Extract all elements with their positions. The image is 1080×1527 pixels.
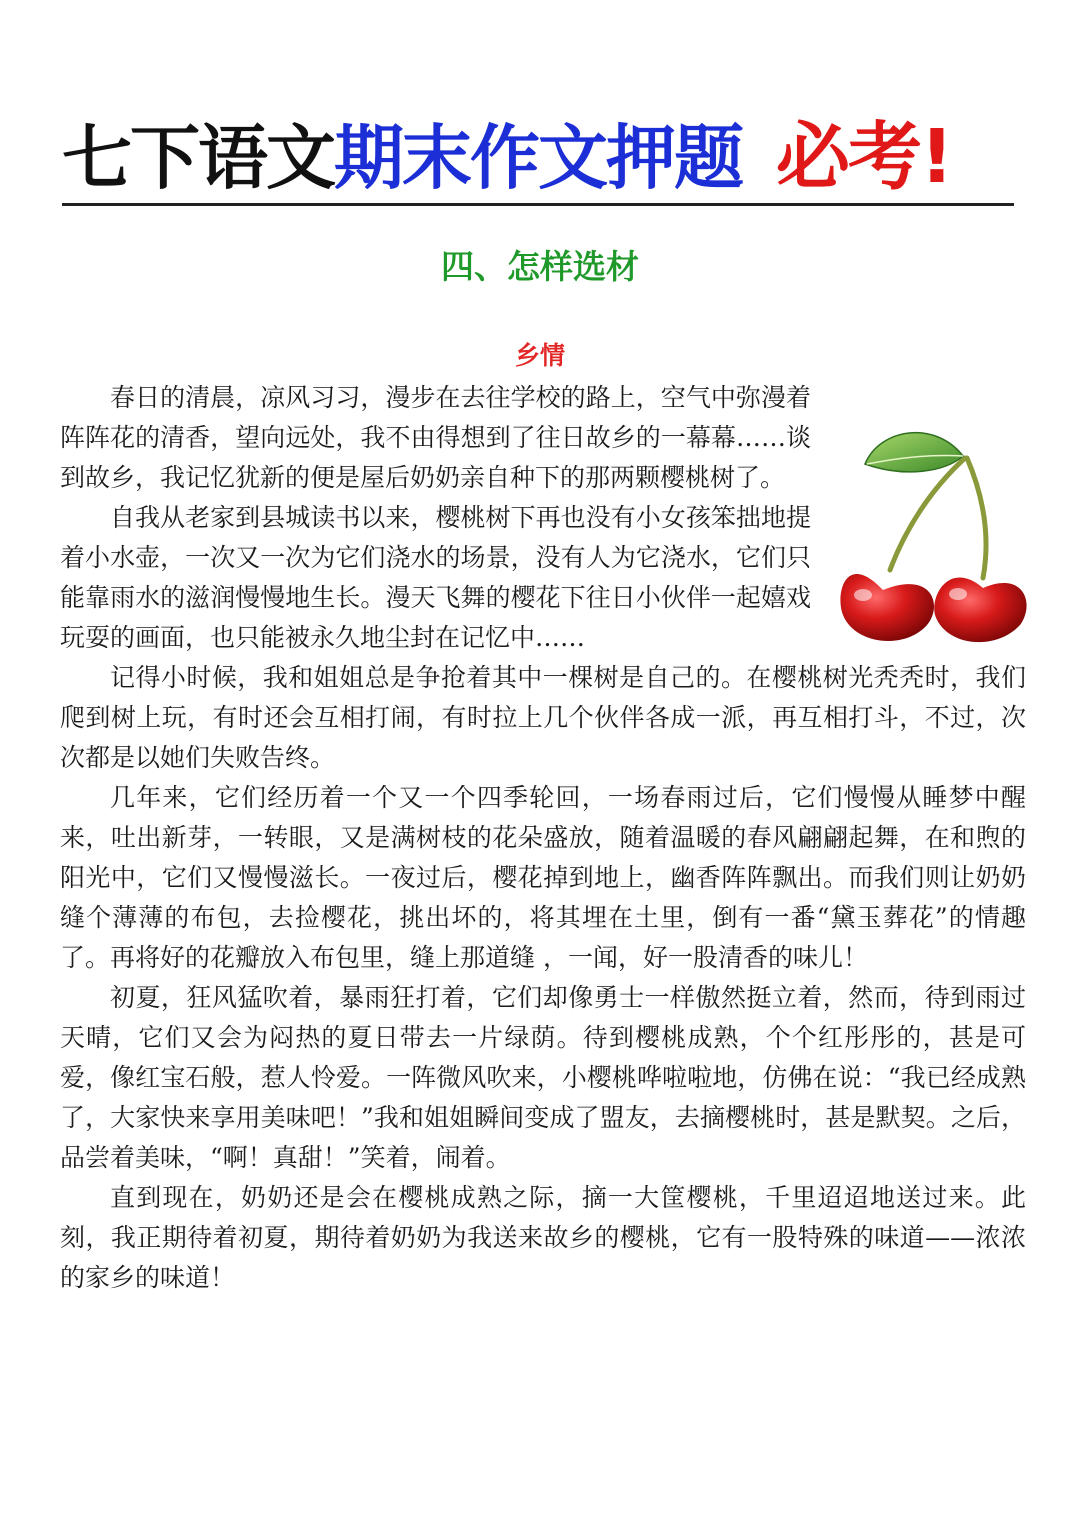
page-title: [62, 112, 1022, 203]
title-part-must: 必考!: [776, 114, 952, 200]
essay-paragraph: 直到现在，奶奶还是会在樱桃成熟之际，摘一大筐樱桃，千里迢迢地送过来。此刻，我正期待着初夏，期待着奶奶为我送来故乡的樱桃，它有一股特殊的味道——浓浓的家乡的味道！: [60, 1183, 1026, 1292]
essay-paragraph: 记得小时候，我和姐姐总是争抢着其中一棵树是自己的。在樱桃树光秃秃时，我们爬到树上玩，有时还会互相打闹，有时拉上几个伙伴各成一派，再互相打斗，不过，次次都是以她们失败告终。: [60, 663, 1026, 772]
title-part-topic: 期末作文押题: [334, 117, 742, 199]
essay-paragraph: 自我从老家到县城读书以来，樱桃树下再也没有小女孩笨拙地提着小水壶，一次又一次为它们浇水的场景，没有人为它浇水，它们只能靠雨水的滋润慢慢地生长。漫天飞舞的樱花下往日小伙伴一起嬉戏玩耍的画面，也只能被永久地尘封在记忆中……: [60, 503, 811, 652]
title-part-grade: 七下语文: [62, 117, 334, 199]
cherry-icon: [835, 420, 1035, 650]
title-divider: [62, 203, 1014, 206]
section-heading: 四、怎样选材: [441, 247, 639, 286]
essay-paragraph: 几年来，它们经历着一个又一个四季轮回，一场春雨过后，它们慢慢从睡梦中醒来，吐出新芽，一转眼，又是满树枝的花朵盛放，随着温暖的春风翩翩起舞，在和煦的阳光中，它们又慢慢滋长。一夜过后，樱花掉到地上，幽香阵阵飘出。而我们则让奶奶缝个薄薄的布包，去捡樱花，挑出坏的，将其埋在土里，倒有一番“黛玉葬花”的情趣了。再将好的花瓣放入布包里，缝上那道缝 ，一闻，好一股清香的味儿！: [60, 783, 1026, 972]
essay-paragraph: 春日的清晨，凉风习习，漫步在去往学校的路上，空气中弥漫着阵阵花的清香，望向远处，我不由得想到了往日故乡的一幕幕……谈到故乡，我记忆犹新的便是屋后奶奶亲自种下的那两颗樱桃树了。: [60, 383, 811, 492]
essay-paragraph: 初夏，狂风猛吹着，暴雨狂打着，它们却像勇士一样傲然挺立着，然而，待到雨过天晴，它们又会为闷热的夏日带去一片绿荫。待到樱桃成熟，个个红彤彤的，甚是可爱，像红宝石般，惹人怜爱。一阵微风吹来，小樱桃哗啦啦地，仿佛在说：“我已经成熟了，大家快来享用美味吧！”我和姐姐瞬间变成了盟友，去摘樱桃时，甚是默契。之后，品尝着美味，“啊！真甜！”笑着，闹着。: [60, 983, 1026, 1172]
essay-title: 乡情: [514, 341, 565, 370]
